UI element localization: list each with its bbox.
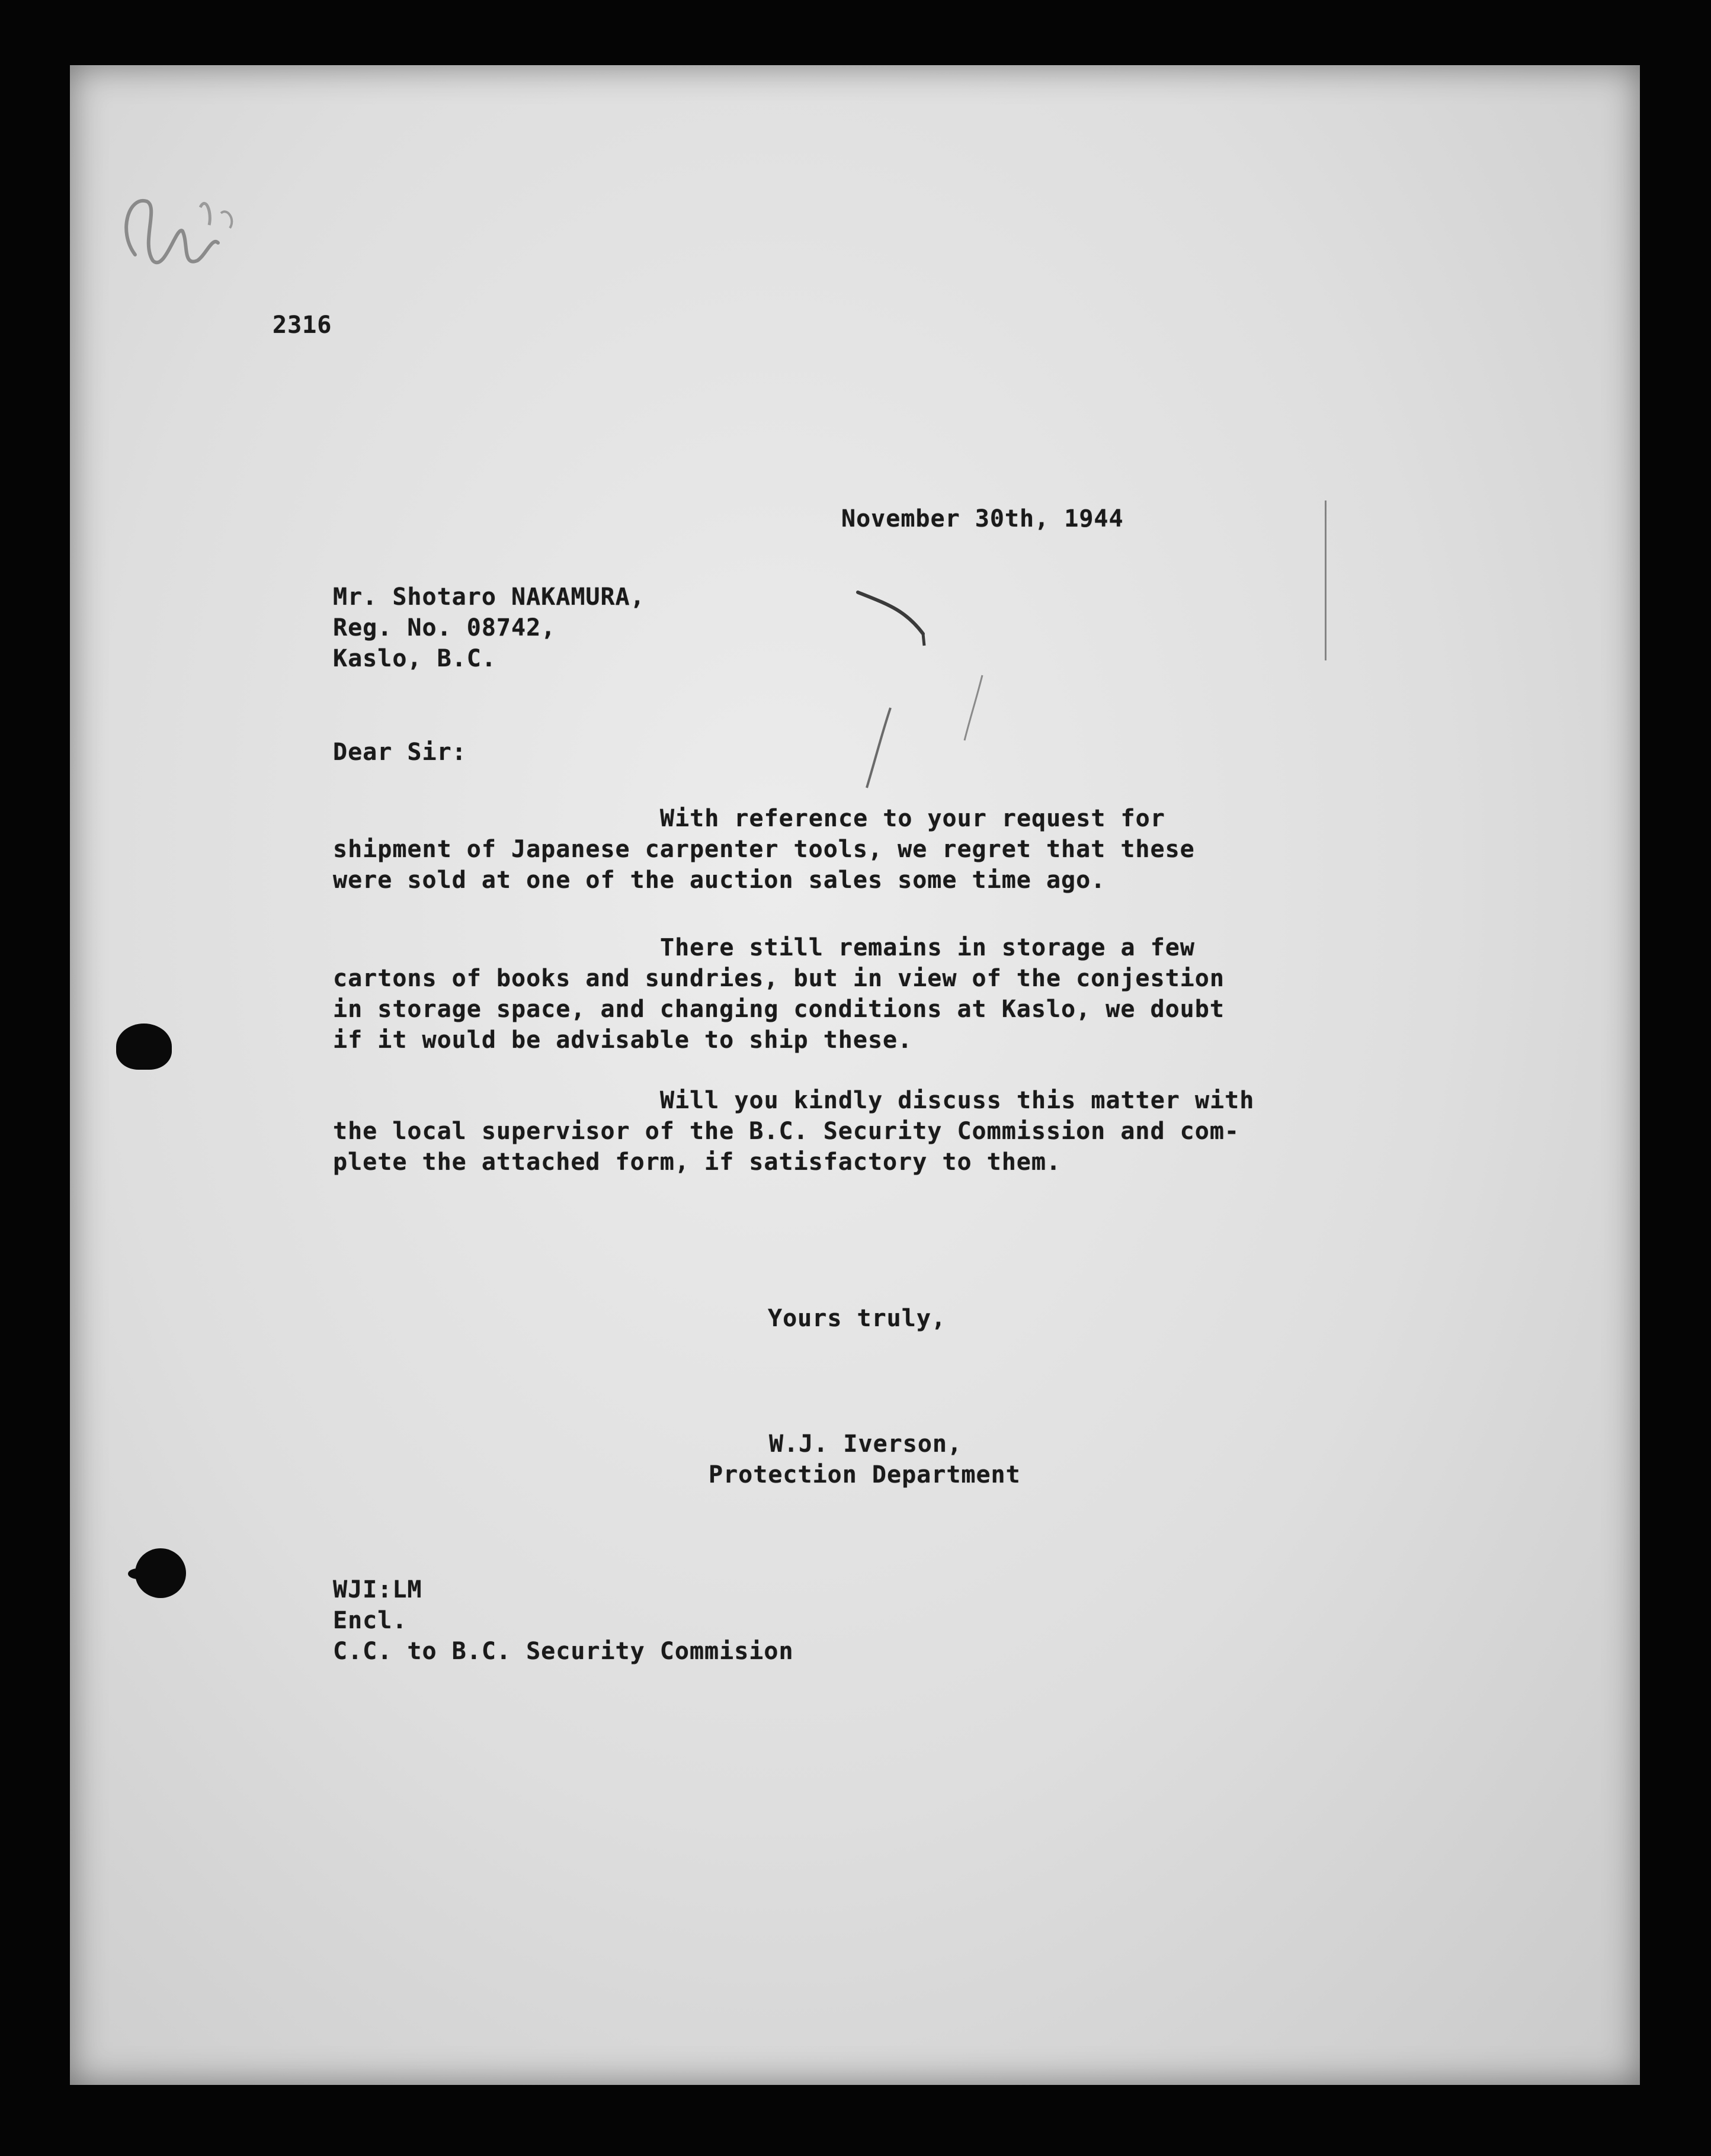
paragraph-2-line-4: if it would be advisable to ship these. [333,1026,913,1054]
recipient-name: Mr. Shotaro NAKAMURA, [333,583,645,611]
enclosure-note: Encl. [333,1607,408,1634]
paragraph-3-line-3: plete the attached form, if satisfactory to them. [333,1148,1062,1176]
carbon-copy-note: C.C. to B.C. Security Commision [333,1638,794,1665]
signature-name: W.J. Iverson, [769,1430,963,1458]
paragraph-3-line-2: the local supervisor of the B.C. Security Commission and com- [333,1118,1240,1145]
recipient-reg-number: Reg. No. 08742, [333,614,556,641]
typist-initials: WJI:LM [333,1576,422,1603]
closing: Yours truly, [768,1305,946,1332]
file-number: 2316 [273,312,332,339]
recipient-location: Kaslo, B.C. [333,645,496,672]
paragraph-2-line-2: cartons of books and sundries, but in view of the conjestion [333,965,1225,992]
letter-date: November 30th, 1944 [841,505,1124,532]
paragraph-1-line-2: shipment of Japanese carpenter tools, we regret that these [333,836,1195,863]
paragraph-2-line-3: in storage space, and changing conditions at Kaslo, we doubt [333,996,1225,1023]
film-scratch [1325,500,1326,660]
letter-page [70,65,1640,2085]
paragraph-3-line-1: Will you kindly discuss this matter with [660,1087,1255,1114]
paragraph-1-line-3: were sold at one of the auction sales some time ago. [333,867,1106,894]
paragraph-1-line-1: With reference to your request for [660,805,1165,832]
punch-hole-top [116,1024,172,1070]
pencil-tick-mark [834,580,1012,806]
paragraph-2-line-1: There still remains in storage a few [660,934,1195,961]
signature-department: Protection Department [709,1461,1021,1488]
handwritten-annotation [94,172,248,302]
punch-hole-bottom-tail [128,1568,148,1579]
salutation: Dear Sir: [333,739,467,766]
